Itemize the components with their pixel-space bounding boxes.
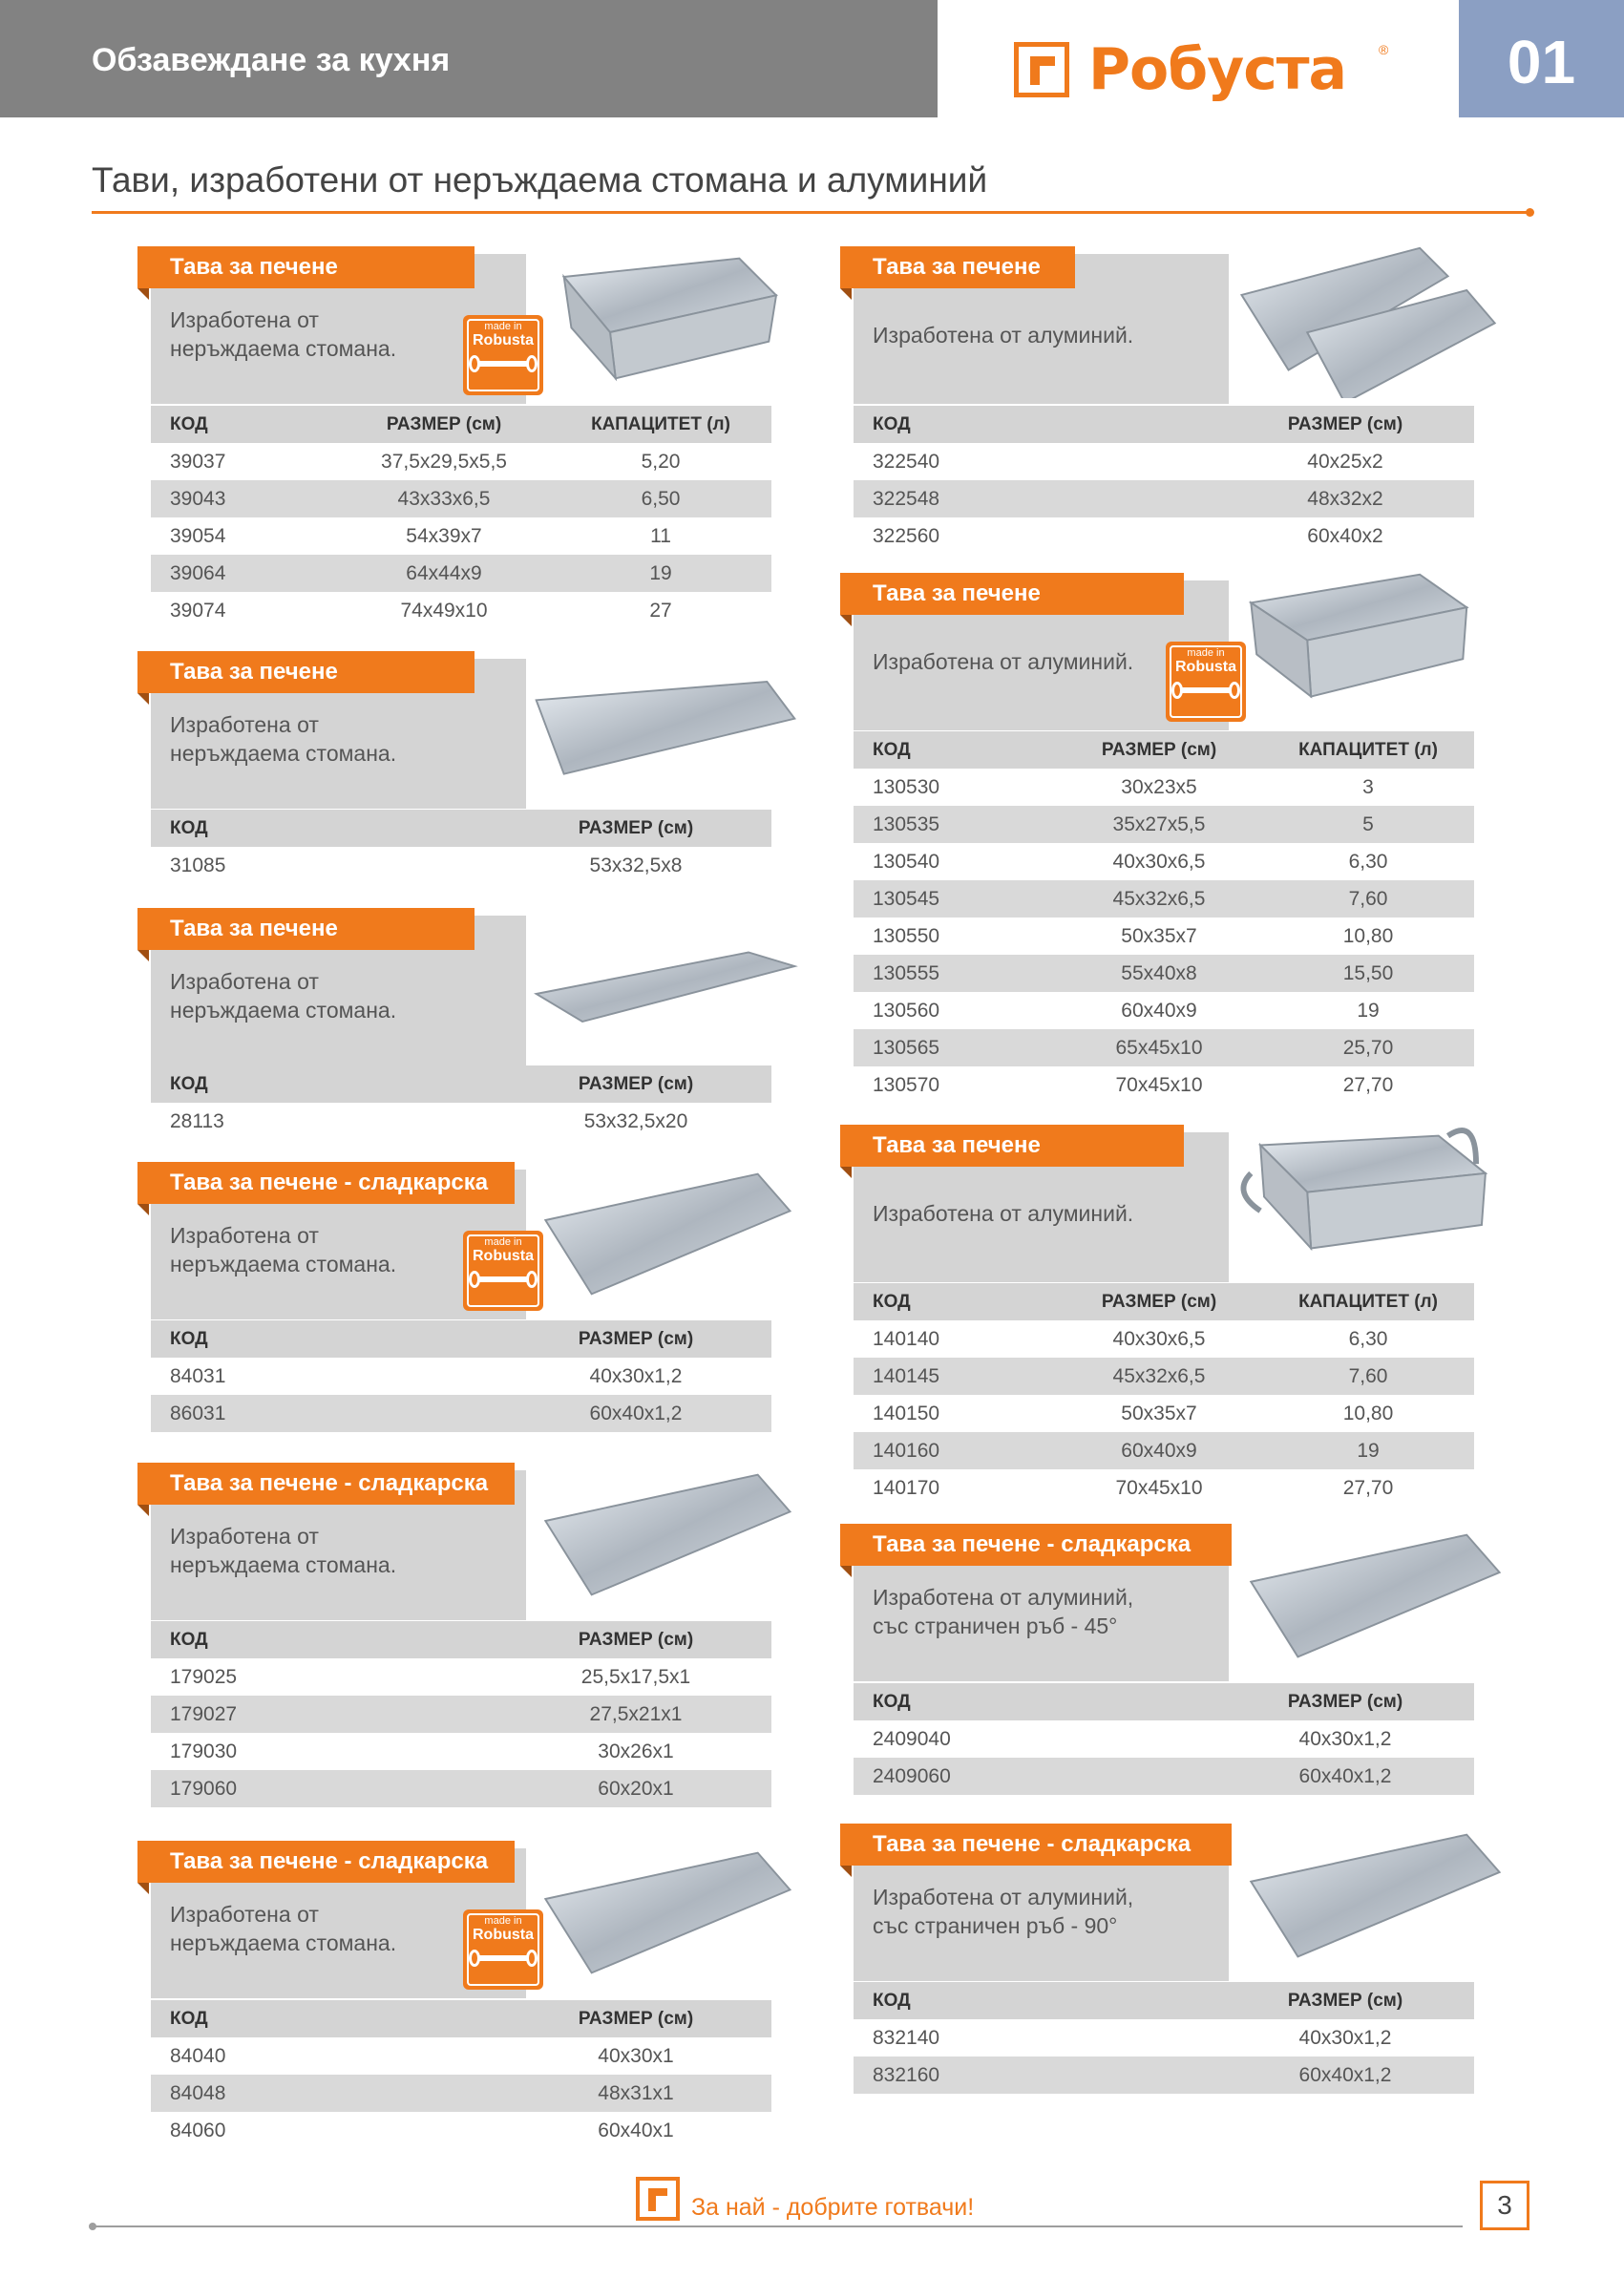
- table-cell: 30x23x5: [1121, 776, 1197, 798]
- column-header: РАЗМЕР (см): [578, 1074, 694, 1094]
- product-description: [873, 321, 1133, 349]
- table-cell: 130530: [873, 776, 940, 798]
- badge-label-brand: Robusta: [473, 1248, 534, 1264]
- table-cell: 39064: [170, 562, 226, 584]
- table-cell: 70x45x10: [1115, 1074, 1203, 1096]
- table-row: [854, 1358, 1474, 1395]
- description-line: Изработена от: [170, 969, 319, 994]
- table-row: [854, 1432, 1474, 1469]
- table-cell: 5: [1362, 813, 1374, 835]
- table-cell: 39074: [170, 600, 226, 622]
- column-header: РАЗМЕР (см): [1101, 740, 1217, 760]
- page-number: 3: [1480, 2181, 1529, 2230]
- description-line: неръждаема стомана.: [170, 1552, 397, 1577]
- table-cell: 25,5x17,5x1: [580, 1666, 691, 1688]
- description-line: Изработена от: [170, 712, 319, 737]
- table-row: [854, 1029, 1474, 1066]
- description-line: Изработена от алуминий,: [873, 1885, 1134, 1909]
- table-cell: 27,70: [1342, 1477, 1394, 1499]
- column-header: КОД: [170, 1630, 208, 1650]
- description-line: неръждаема стомана.: [170, 1252, 397, 1276]
- table-cell: 7,60: [1348, 888, 1388, 910]
- table-cell: 322560: [873, 525, 940, 547]
- table-cell: 179030: [170, 1740, 238, 1762]
- table-cell: 37,5x29,5x5,5: [381, 451, 507, 473]
- table-row: [854, 992, 1474, 1029]
- table-row: [854, 1720, 1474, 1758]
- table-cell: 60x40x2: [1307, 525, 1383, 547]
- table-cell: 130555: [873, 962, 940, 984]
- table-cell: 3: [1362, 776, 1374, 798]
- table-header: [854, 731, 1474, 769]
- table-header: [151, 1065, 771, 1103]
- badge-label-top: made in: [1187, 647, 1225, 659]
- column-header: КОД: [873, 1991, 911, 2011]
- description-line: Изработена от алуминий,: [873, 1585, 1134, 1610]
- column-header: КАПАЦИТЕТ (л): [1298, 1292, 1438, 1312]
- table-cell: 40x25x2: [1307, 451, 1383, 473]
- product-photo: [527, 1833, 804, 1993]
- table-row: [854, 2057, 1474, 2094]
- product-table: [151, 406, 771, 629]
- table-cell: 74x49x10: [400, 600, 488, 622]
- table-cell: 40x30x1,2: [1298, 1728, 1392, 1750]
- table-cell: 40x30x1: [598, 2045, 674, 2067]
- table-cell: 322540: [873, 451, 940, 473]
- table-cell: 130540: [873, 851, 940, 873]
- column-header: РАЗМЕР (см): [578, 1329, 694, 1349]
- table-cell: 11: [650, 525, 671, 547]
- table-row: [151, 555, 771, 592]
- product-table: [151, 1621, 771, 1807]
- footer-divider: [92, 2225, 1463, 2227]
- description-line: Изработена от алуминий.: [873, 323, 1134, 348]
- product-table: [854, 731, 1474, 1104]
- product-description: [170, 710, 396, 768]
- table-cell: 48x31x1: [598, 2082, 674, 2104]
- table-cell: 64x44x9: [406, 562, 482, 584]
- column-header: КОД: [170, 1074, 208, 1094]
- table-header: [854, 1283, 1474, 1320]
- table-row: [151, 1733, 771, 1770]
- page-title: Тави, изработени от неръждаема стомана и алуминий: [92, 160, 988, 200]
- table-cell: 140145: [873, 1365, 940, 1387]
- table-cell: 28113: [170, 1110, 224, 1132]
- table-row: [151, 2112, 771, 2149]
- table-cell: 43x33x6,5: [397, 488, 491, 510]
- column-header: РАЗМЕР (см): [578, 818, 694, 838]
- chapter-badge: [1459, 0, 1624, 117]
- table-cell: 130545: [873, 888, 940, 910]
- table-cell: 53x32,5x8: [589, 854, 683, 876]
- description-line: Изработена от: [170, 1524, 319, 1549]
- product-description: [170, 1522, 396, 1579]
- table-cell: 19: [1357, 1440, 1380, 1462]
- table-row: [854, 918, 1474, 955]
- table-cell: 140170: [873, 1477, 940, 1499]
- badge-label-top: made in: [484, 1236, 522, 1248]
- product-photo: [1230, 239, 1516, 398]
- table-cell: 84048: [170, 2082, 226, 2104]
- table-header: [854, 1683, 1474, 1720]
- table-row: [854, 1395, 1474, 1432]
- product-description: [873, 1583, 1133, 1640]
- made-in-robusta-badge: [463, 315, 543, 395]
- badge-label-top: made in: [484, 321, 522, 332]
- table-cell: 48x32x2: [1307, 488, 1383, 510]
- table-row: [854, 1066, 1474, 1104]
- column-header: РАЗМЕР (см): [386, 414, 502, 434]
- product-photo: [1230, 1117, 1516, 1276]
- column-header: КОД: [170, 2009, 208, 2029]
- table-cell: 54x39x7: [406, 525, 482, 547]
- table-row: [151, 1696, 771, 1733]
- table-cell: 40x30x6,5: [1112, 1328, 1206, 1350]
- product-description: [873, 1883, 1133, 1940]
- table-cell: 179027: [170, 1703, 238, 1725]
- table-header: [854, 406, 1474, 443]
- product-photo: [1230, 1816, 1516, 1975]
- column-header: КАПАЦИТЕТ (л): [1298, 740, 1438, 760]
- table-row: [151, 592, 771, 629]
- column-header: РАЗМЕР (см): [1287, 1692, 1403, 1712]
- description-line: Изработена от: [170, 1223, 319, 1248]
- product-photo: [1230, 565, 1516, 725]
- table-cell: 70x45x10: [1115, 1477, 1203, 1499]
- brand-mark-icon: [1014, 42, 1069, 97]
- table-cell: 39037: [170, 451, 226, 473]
- table-row: [854, 880, 1474, 918]
- table-row: [151, 1358, 771, 1395]
- product-title: Тава за печене: [137, 246, 475, 288]
- table-cell: 832140: [873, 2027, 940, 2049]
- product-table: [854, 1283, 1474, 1507]
- description-line: Изработена от: [170, 307, 319, 332]
- product-description: [170, 967, 396, 1024]
- product-table: [854, 1982, 1474, 2094]
- badge-label-brand: Robusta: [473, 332, 534, 348]
- table-row: [151, 443, 771, 480]
- table-cell: 40x30x1,2: [1298, 2027, 1392, 2049]
- table-cell: 6,30: [1348, 851, 1388, 873]
- product-description: [170, 1900, 396, 1957]
- column-header: РАЗМЕР (см): [1287, 414, 1403, 434]
- table-cell: 2409040: [873, 1728, 951, 1750]
- table-cell: 25,70: [1342, 1037, 1394, 1059]
- brand-name: Робуста: [1088, 36, 1347, 103]
- table-cell: 60x40x1,2: [589, 1403, 683, 1424]
- product-description: [170, 1221, 396, 1278]
- made-in-robusta-badge: [463, 1909, 543, 1990]
- table-cell: 6,30: [1348, 1328, 1388, 1350]
- description-line: неръждаема стомана.: [170, 741, 397, 766]
- table-cell: 140140: [873, 1328, 940, 1350]
- table-cell: 60x40x9: [1121, 1440, 1197, 1462]
- product-description: [873, 647, 1133, 676]
- table-header: [151, 2000, 771, 2037]
- product-description: [170, 306, 396, 363]
- table-cell: 86031: [170, 1403, 226, 1424]
- product-title: Тава за печене - сладкарска: [137, 1162, 515, 1204]
- table-header: [151, 1320, 771, 1358]
- title-divider: [92, 211, 1531, 214]
- product-table: [151, 810, 771, 884]
- table-row: [151, 847, 771, 884]
- table-cell: 60x40x9: [1121, 1000, 1197, 1022]
- table-cell: 50x35x7: [1121, 925, 1197, 947]
- table-row: [854, 769, 1474, 806]
- table-cell: 19: [1357, 1000, 1380, 1022]
- product-table: [151, 1320, 771, 1432]
- table-cell: 10,80: [1342, 1403, 1394, 1424]
- product-photo: [527, 900, 804, 1060]
- table-cell: 130550: [873, 925, 940, 947]
- table-cell: 45x32x6,5: [1112, 888, 1206, 910]
- product-photo: [527, 1154, 804, 1314]
- description-line: неръждаема стомана.: [170, 998, 397, 1023]
- column-header: КАПАЦИТЕТ (л): [591, 414, 730, 434]
- footer-slogan: За най - добрите готвачи!: [691, 2194, 975, 2221]
- table-row: [854, 1758, 1474, 1795]
- table-cell: 2409060: [873, 1765, 951, 1787]
- table-row: [151, 1770, 771, 1807]
- description-line: Изработена от: [170, 1902, 319, 1927]
- product-photo: [527, 643, 804, 803]
- column-header: РАЗМЕР (см): [578, 1630, 694, 1650]
- table-row: [854, 443, 1474, 480]
- table-cell: 65x45x10: [1115, 1037, 1203, 1059]
- table-row: [151, 2037, 771, 2075]
- table-row: [854, 1320, 1474, 1358]
- product-title: Тава за печене: [840, 1125, 1184, 1167]
- wrench-icon: [1179, 687, 1233, 693]
- column-header: КОД: [170, 414, 208, 434]
- column-header: КОД: [873, 1692, 911, 1712]
- description-line: неръждаема стомана.: [170, 336, 397, 361]
- wrench-icon: [476, 1955, 530, 1961]
- column-header: РАЗМЕР (см): [1287, 1991, 1403, 2011]
- table-row: [854, 806, 1474, 843]
- table-cell: 84031: [170, 1365, 226, 1387]
- section-title: Обзавеждане за кухня: [92, 42, 451, 78]
- table-cell: 60x40x1: [598, 2120, 674, 2141]
- table-cell: 130560: [873, 1000, 940, 1022]
- table-cell: 15,50: [1342, 962, 1394, 984]
- table-cell: 130565: [873, 1037, 940, 1059]
- column-header: КОД: [873, 414, 911, 434]
- product-photo: [527, 1455, 804, 1614]
- table-cell: 27,5x21x1: [589, 1703, 683, 1725]
- product-photo: [1230, 1516, 1516, 1676]
- table-cell: 19: [649, 562, 672, 584]
- description-line: Изработена от алуминий.: [873, 1201, 1134, 1226]
- table-cell: 84060: [170, 2120, 226, 2141]
- table-row: [854, 480, 1474, 517]
- footer-brand-mark-icon: [636, 2177, 680, 2221]
- table-cell: 35x27x5,5: [1112, 813, 1206, 835]
- description-line: със страничен ръб - 90°: [873, 1913, 1118, 1938]
- product-title: Тава за печене: [840, 573, 1184, 615]
- made-in-robusta-badge: [1166, 642, 1246, 722]
- column-header: РАЗМЕР (см): [578, 2009, 694, 2029]
- product-description: [873, 1199, 1133, 1228]
- table-cell: 7,60: [1348, 1365, 1388, 1387]
- table-cell: 50x35x7: [1121, 1403, 1197, 1424]
- description-line: със страничен ръб - 45°: [873, 1614, 1118, 1638]
- product-title: Тава за печене: [840, 246, 1075, 288]
- table-cell: 30x26x1: [598, 1740, 674, 1762]
- description-line: неръждаема стомана.: [170, 1930, 397, 1955]
- table-row: [151, 2075, 771, 2112]
- product-photo: [527, 239, 804, 398]
- table-row: [151, 1103, 771, 1140]
- table-row: [151, 517, 771, 555]
- table-cell: 53x32,5x20: [583, 1110, 688, 1132]
- product-table: [151, 2000, 771, 2149]
- table-row: [151, 1395, 771, 1432]
- table-cell: 130570: [873, 1074, 940, 1096]
- description-line: Изработена от алуминий.: [873, 649, 1134, 674]
- product-title: Тава за печене: [137, 651, 475, 693]
- table-cell: 60x40x1,2: [1298, 2064, 1392, 2086]
- wrench-icon: [476, 361, 530, 367]
- table-cell: 45x32x6,5: [1112, 1365, 1206, 1387]
- badge-label-top: made in: [484, 1915, 522, 1927]
- table-cell: 84040: [170, 2045, 226, 2067]
- table-row: [151, 480, 771, 517]
- table-cell: 27,70: [1342, 1074, 1394, 1096]
- product-title: Тава за печене - сладкарска: [840, 1824, 1232, 1866]
- table-cell: 322548: [873, 488, 940, 510]
- chapter-number: 01: [1507, 28, 1576, 96]
- made-in-robusta-badge: [463, 1231, 543, 1311]
- table-header: [151, 406, 771, 443]
- product-title: Тава за печене: [137, 908, 475, 950]
- product-title: Тава за печене - сладкарска: [137, 1463, 515, 1505]
- table-row: [854, 1469, 1474, 1507]
- column-header: КОД: [170, 818, 208, 838]
- product-title: Тава за печене - сладкарска: [137, 1841, 515, 1883]
- table-cell: 10,80: [1342, 925, 1394, 947]
- product-table: [854, 406, 1474, 555]
- table-row: [854, 843, 1474, 880]
- product-table: [151, 1065, 771, 1140]
- table-row: [854, 2019, 1474, 2057]
- table-cell: 179060: [170, 1778, 238, 1800]
- header-section-bar: [0, 0, 938, 117]
- table-cell: 6,50: [641, 488, 681, 510]
- table-cell: 39043: [170, 488, 226, 510]
- table-cell: 40x30x1,2: [589, 1365, 683, 1387]
- table-cell: 31085: [170, 854, 226, 876]
- column-header: КОД: [873, 740, 911, 760]
- table-cell: 140160: [873, 1440, 940, 1462]
- product-title: Тава за печене - сладкарска: [840, 1524, 1232, 1566]
- table-cell: 5,20: [641, 451, 681, 473]
- badge-label-brand: Robusta: [1175, 659, 1236, 675]
- table-cell: 832160: [873, 2064, 940, 2086]
- table-row: [151, 1658, 771, 1696]
- column-header: РАЗМЕР (см): [1101, 1292, 1217, 1312]
- column-header: КОД: [170, 1329, 208, 1349]
- table-header: [151, 1621, 771, 1658]
- table-cell: 40x30x6,5: [1112, 851, 1206, 873]
- table-row: [854, 517, 1474, 555]
- table-cell: 60x40x1,2: [1298, 1765, 1392, 1787]
- table-header: [854, 1982, 1474, 2019]
- table-cell: 55x40x8: [1121, 962, 1197, 984]
- badge-label-brand: Robusta: [473, 1927, 534, 1943]
- table-header: [151, 810, 771, 847]
- wrench-icon: [476, 1276, 530, 1282]
- table-cell: 60x20x1: [598, 1778, 674, 1800]
- table-cell: 39054: [170, 525, 226, 547]
- table-cell: 27: [649, 600, 672, 622]
- table-cell: 130535: [873, 813, 940, 835]
- table-row: [854, 955, 1474, 992]
- product-table: [854, 1683, 1474, 1795]
- table-cell: 140150: [873, 1403, 940, 1424]
- table-cell: 179025: [170, 1666, 238, 1688]
- column-header: КОД: [873, 1292, 911, 1312]
- registered-mark: ®: [1379, 42, 1389, 57]
